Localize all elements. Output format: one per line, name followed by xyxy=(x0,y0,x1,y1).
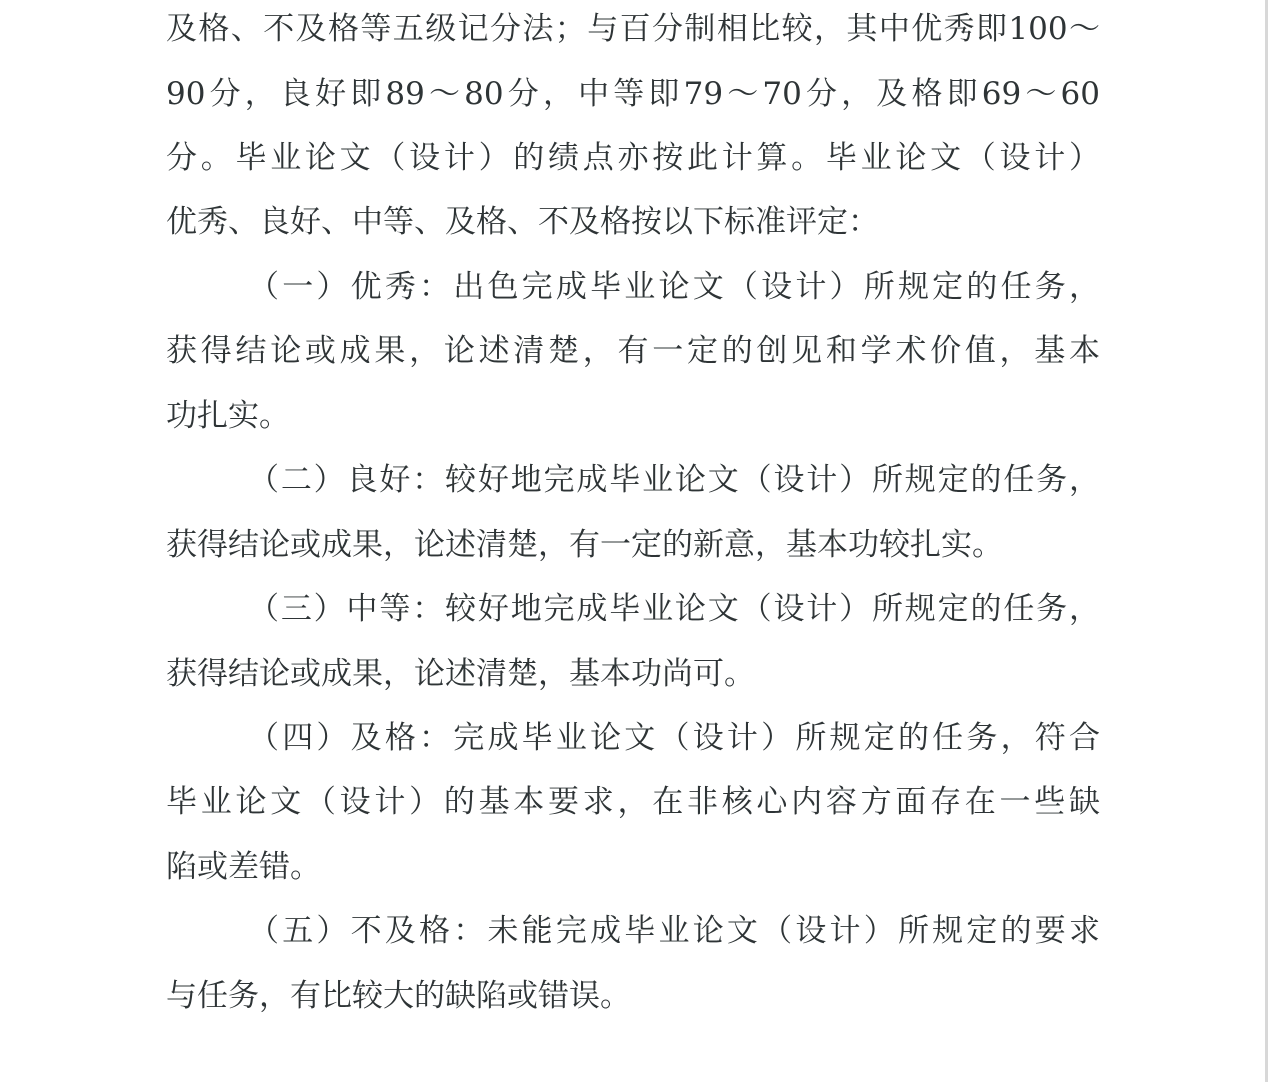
criteria-medium-line-2: 获得结论或成果，论述清楚，基本功尚可。 xyxy=(166,656,755,692)
paragraph-line-1: 及格、不及格等五级记分法；与百分制相比较，其中优秀即100～ xyxy=(166,11,1100,47)
criteria-pass-line-3: 陷或差错。 xyxy=(166,849,321,885)
criteria-excellent-line-1: （一）优秀：出色完成毕业论文（设计）所规定的任务， xyxy=(248,269,1100,305)
criteria-medium-line-1: （三）中等：较好地完成毕业论文（设计）所规定的任务， xyxy=(248,591,1100,627)
criteria-excellent-line-2: 获得结论或成果，论述清楚，有一定的创见和学术价值，基本 xyxy=(166,333,1100,369)
paragraph-line-4: 优秀、良好、中等、及格、不及格按以下标准评定： xyxy=(166,204,879,240)
criteria-fail-line-2: 与任务，有比较大的缺陷或错误。 xyxy=(166,978,631,1014)
criteria-good-line-2: 获得结论或成果，论述清楚，有一定的新意，基本功较扎实。 xyxy=(166,527,1003,563)
criteria-excellent-line-3: 功扎实。 xyxy=(166,398,290,434)
criteria-pass-line-2: 毕业论文（设计）的基本要求，在非核心内容方面存在一些缺 xyxy=(166,784,1100,820)
paragraph-line-2: 90分，良好即89～80分，中等即79～70分，及格即69～60 xyxy=(166,76,1100,112)
criteria-fail-line-1: （五）不及格：未能完成毕业论文（设计）所规定的要求 xyxy=(248,913,1100,949)
paragraph-line-3: 分。毕业论文（设计）的绩点亦按此计算。毕业论文（设计） xyxy=(166,140,1100,176)
criteria-pass-line-1: （四）及格：完成毕业论文（设计）所规定的任务，符合 xyxy=(248,720,1100,756)
criteria-good-line-1: （二）良好：较好地完成毕业论文（设计）所规定的任务， xyxy=(248,462,1100,498)
